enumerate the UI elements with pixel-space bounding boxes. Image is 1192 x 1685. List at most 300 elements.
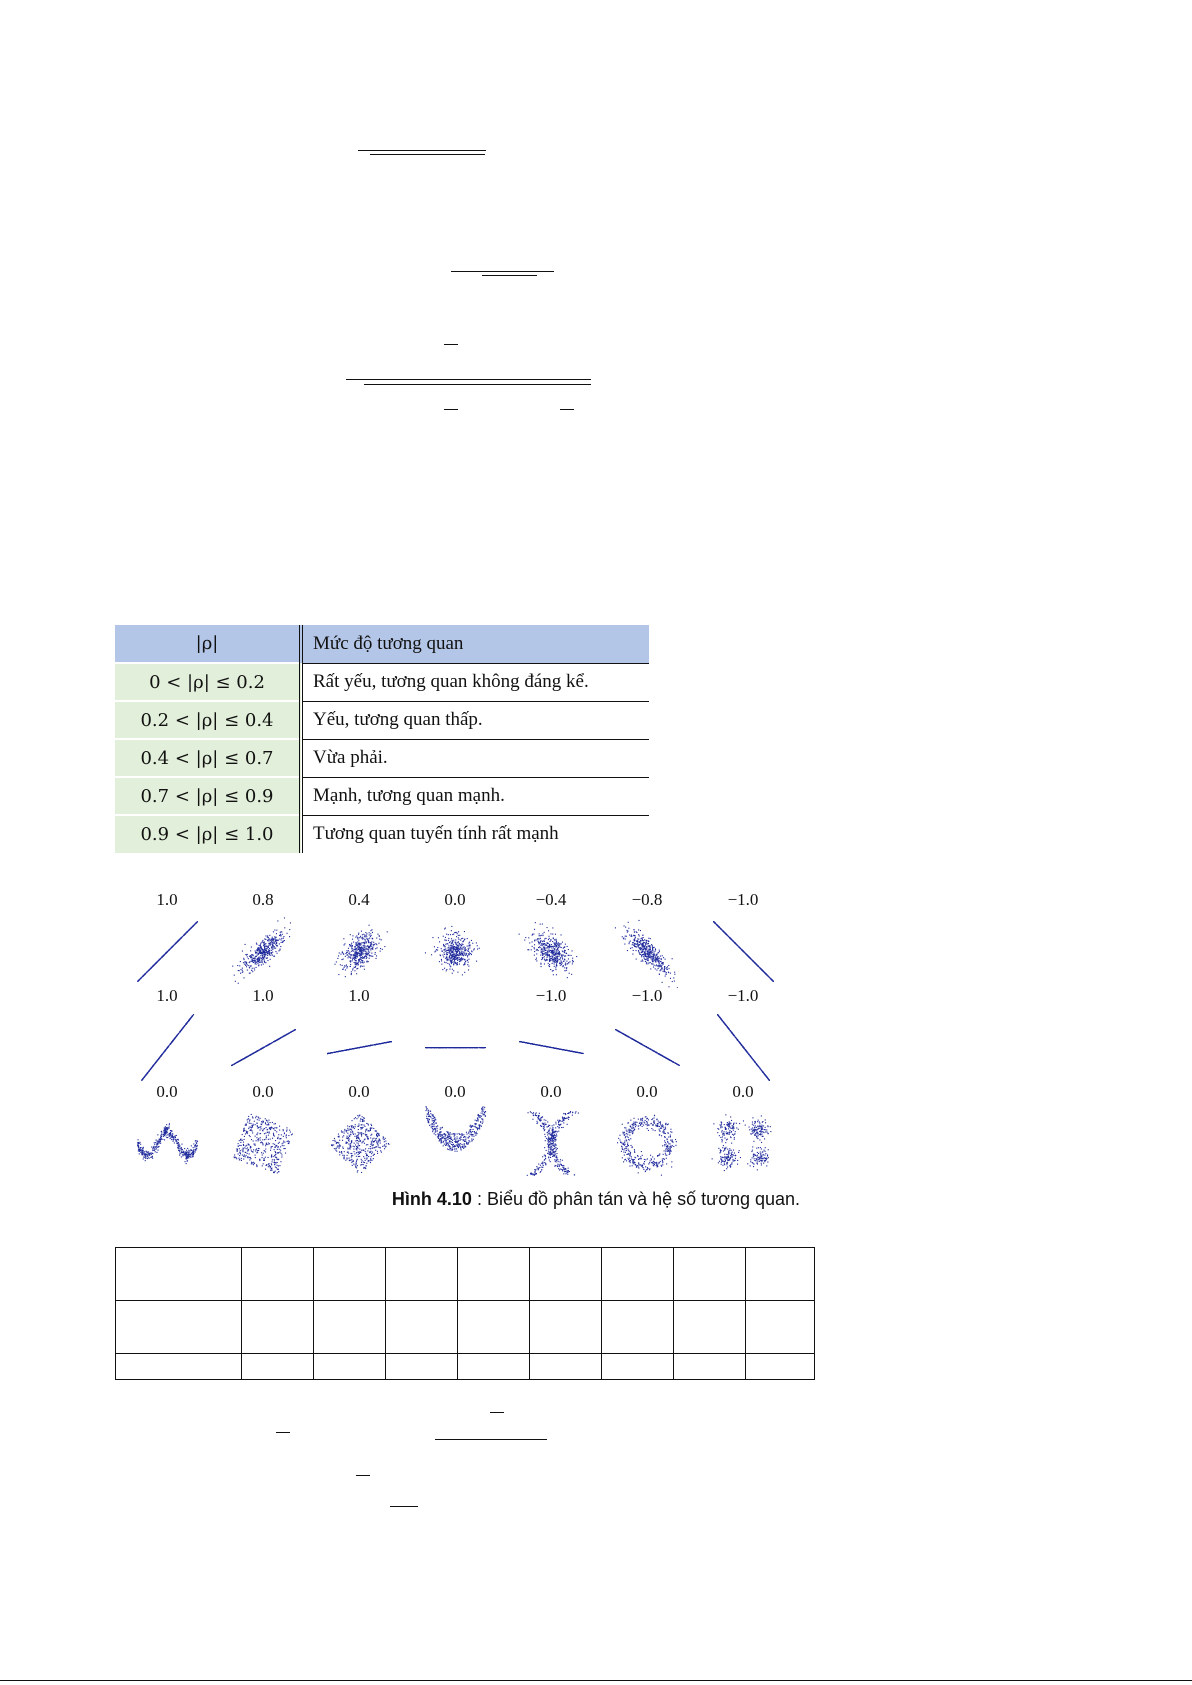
scatter-point [260, 962, 261, 963]
scatter-point [560, 965, 561, 966]
scatter-point [445, 946, 446, 947]
scatter-point [468, 945, 469, 946]
scatter-point [373, 944, 374, 945]
scatter-point [468, 948, 469, 949]
scatter-point [348, 953, 349, 954]
scatter-point [336, 961, 337, 962]
scatter-point [730, 938, 731, 939]
scatter-point [552, 950, 553, 951]
scatter-point [641, 948, 642, 949]
scatter-point [368, 948, 369, 949]
scatter-point [636, 959, 637, 960]
scatter-point [281, 939, 282, 940]
scatter-point [649, 946, 650, 947]
scatter-point [266, 946, 267, 947]
scatter-point [529, 942, 530, 943]
scatter-point [344, 943, 345, 944]
scatter-point [649, 962, 650, 963]
scatter-point [733, 941, 734, 942]
scatter-point [467, 946, 468, 947]
scatter-point [538, 947, 539, 948]
scatter-point [368, 941, 369, 942]
scatter-point [247, 956, 248, 957]
scatter-point [652, 945, 653, 946]
scatter-point [540, 945, 541, 946]
scatter-point [540, 941, 541, 942]
scatter-point [281, 931, 282, 932]
scatter-point [350, 964, 351, 965]
scatter-point [548, 936, 549, 937]
scatter-point [273, 931, 274, 932]
scatter-point [451, 930, 452, 931]
scatter-point [351, 954, 352, 955]
scatter-point [288, 1033, 289, 1034]
scatter-point [565, 953, 566, 954]
scatter-point [650, 968, 651, 969]
scatter-point [553, 938, 554, 939]
scatter-point [463, 955, 464, 956]
scatter-point [639, 920, 640, 921]
scatter-point [245, 1057, 246, 1058]
scatter-point [278, 950, 279, 951]
scatter-point [175, 943, 176, 944]
scatter-point [256, 967, 257, 968]
scatter-point [359, 950, 360, 951]
scatter-point [633, 945, 634, 946]
scatter-point [540, 938, 541, 939]
scatter-point [282, 942, 283, 943]
scatter-point [624, 925, 625, 926]
scatter-point [660, 970, 661, 971]
scatter-point [639, 954, 640, 955]
scatter-point [643, 956, 644, 957]
scatter-point [453, 963, 454, 964]
scatter-point [528, 937, 529, 938]
scatter-point [728, 936, 729, 937]
scatter-point [456, 932, 457, 933]
scatter-point [532, 941, 533, 942]
scatter-point [261, 960, 262, 961]
scatter-point [666, 967, 667, 968]
scatter-point [653, 954, 654, 955]
scatter-point [666, 972, 667, 973]
scatter-point [178, 1033, 179, 1034]
scatter-point [641, 943, 642, 944]
scatter-point [537, 939, 538, 940]
scatter-plot [514, 914, 588, 988]
scatter-point [376, 955, 377, 956]
scatter-point [264, 938, 265, 939]
scatter-point [647, 956, 648, 957]
scatter-point [441, 960, 442, 961]
scatter-point [457, 952, 458, 953]
scatter-point [638, 951, 639, 952]
scatter-point [265, 954, 266, 955]
scatter-point [179, 1032, 180, 1033]
scatter-point [647, 943, 648, 944]
scatter-point [355, 964, 356, 965]
scatter-point [453, 961, 454, 962]
scatter-point [263, 964, 264, 965]
scatter-point [771, 979, 772, 980]
scatter-point [260, 952, 261, 953]
scatter-point [369, 1045, 370, 1046]
scatter-point [376, 938, 377, 939]
scatter-point [438, 1047, 439, 1048]
scatter-point [531, 949, 532, 950]
scatter-point [453, 958, 454, 959]
scatter-point [189, 1019, 190, 1020]
scatter-point [175, 1037, 176, 1038]
scatter-point [283, 938, 284, 939]
scatter-point [274, 936, 275, 937]
formula-bar [370, 154, 485, 155]
scatter-point [269, 954, 270, 955]
scatter-point [354, 962, 355, 963]
scatter-point [270, 944, 271, 945]
scatter-point [545, 954, 546, 955]
scatter-point [255, 963, 256, 964]
scatter-point [366, 946, 367, 947]
scatter-point [639, 935, 640, 936]
scatter-point [279, 939, 280, 940]
scatter-point [447, 960, 448, 961]
scatter-point [556, 949, 557, 950]
scatter-point [636, 941, 637, 942]
scatter-point [742, 950, 743, 951]
scatter-point [464, 959, 465, 960]
scatter-point [191, 927, 192, 928]
scatter-point [355, 967, 356, 968]
scatter-point [167, 1047, 168, 1048]
scatter-point [474, 948, 475, 949]
scatter-point [356, 962, 357, 963]
scatter-point [565, 944, 566, 945]
scatter-point [633, 929, 634, 930]
scatter-point [244, 1058, 245, 1059]
scatter-point [334, 1052, 335, 1053]
scatter-point [362, 966, 363, 967]
scatter-point [441, 964, 442, 965]
scatter-point [727, 935, 728, 936]
scatter-point [444, 954, 445, 955]
scatter-point [370, 946, 371, 947]
scatter-point [749, 957, 750, 958]
scatter-point [541, 948, 542, 949]
scatter-point [554, 944, 555, 945]
correlation-value-label: −0.8 [631, 890, 663, 909]
scatter-point [445, 1047, 446, 1048]
scatter-point [451, 945, 452, 946]
scatter-point [751, 959, 752, 960]
scatter-point [243, 1058, 244, 1059]
scatter-point [172, 946, 173, 947]
scatter-point [460, 947, 461, 948]
scatter-point [340, 964, 341, 965]
scatter-point [659, 963, 660, 964]
scatter-point [261, 949, 262, 950]
scatter-point [644, 946, 645, 947]
scatter-point [627, 950, 628, 951]
scatter-point [377, 947, 378, 948]
scatter-point [369, 938, 370, 939]
scatter-point [629, 942, 630, 943]
scatter-point [141, 977, 142, 978]
scatter-point [370, 949, 371, 950]
scatter-point [460, 949, 461, 950]
scatter-point [272, 955, 273, 956]
scatter-point [630, 941, 631, 942]
scatter-point [458, 937, 459, 938]
scatter-point [569, 973, 570, 974]
scatter-point [534, 944, 535, 945]
scatter-point [464, 954, 465, 955]
scatter-point [449, 964, 450, 965]
scatter-point [277, 953, 278, 954]
scatter-point [461, 943, 462, 944]
row-range: 0.4 < |ρ| ≤ 0.7 [115, 739, 301, 777]
scatter-point [196, 922, 197, 923]
scatter-point [280, 946, 281, 947]
scatter-point [249, 956, 250, 957]
scatter-point [650, 957, 651, 958]
scatter-plot [610, 914, 684, 988]
scatter-point [453, 956, 454, 957]
scatter-point [669, 968, 670, 969]
scatter-point [646, 940, 647, 941]
scatter-point [153, 965, 154, 966]
scatter-point [625, 927, 626, 928]
scatter-point [556, 951, 557, 952]
scatter-point [458, 931, 459, 932]
scatter-point [556, 959, 557, 960]
scatter-point [556, 943, 557, 944]
scatter-point [329, 1053, 330, 1054]
scatter-point [260, 947, 261, 948]
scatter-point [358, 940, 359, 941]
scatter-point [363, 958, 364, 959]
scatter-point [635, 946, 636, 947]
scatter-point [276, 930, 277, 931]
scatter-point [553, 974, 554, 975]
scatter-point [664, 970, 665, 971]
scatter-point [437, 947, 438, 948]
scatter-point [265, 962, 266, 963]
scatter-point [280, 935, 281, 936]
scatter-point [541, 966, 542, 967]
scatter-point [448, 940, 449, 941]
scatter-point [532, 946, 533, 947]
scatter-point [572, 950, 573, 951]
scatter-point [255, 962, 256, 963]
scatter-point [260, 944, 261, 945]
scatter-point [468, 966, 469, 967]
scatter-point [655, 949, 656, 950]
scatter-point [724, 932, 725, 933]
scatter-point [649, 955, 650, 956]
scatter-point [272, 945, 273, 946]
scatter-point [552, 934, 553, 935]
scatter-point [155, 1062, 156, 1063]
scatter-point [361, 960, 362, 961]
scatter-point [348, 1049, 349, 1050]
scatter-point [654, 955, 655, 956]
scatter-point [658, 968, 659, 969]
scatter-point [388, 1042, 389, 1043]
scatter-point [384, 946, 385, 947]
scatter-point [449, 952, 450, 953]
scatter-point [338, 974, 339, 975]
scatter-point [453, 948, 454, 949]
scatter-point [367, 946, 368, 947]
scatter-point [461, 948, 462, 949]
scatter-point [354, 970, 355, 971]
scatter-point [658, 958, 659, 959]
scatter-point [425, 952, 426, 953]
scatter-point [256, 1051, 257, 1052]
scatter-point [458, 957, 459, 958]
scatter-point [639, 941, 640, 942]
scatter-point [368, 940, 369, 941]
scatter-point [552, 963, 553, 964]
scatter-point [637, 946, 638, 947]
scatter-point [267, 948, 268, 949]
scatter-point [552, 941, 553, 942]
scatter-point [462, 959, 463, 960]
scatter-point [260, 1049, 261, 1050]
scatter-point [356, 956, 357, 957]
scatter-point [360, 954, 361, 955]
scatter-point [642, 960, 643, 961]
scatter-point [242, 970, 243, 971]
scatter-point [561, 964, 562, 965]
scatter-point [258, 957, 259, 958]
scatter-point [251, 965, 252, 966]
scatter-point [349, 952, 350, 953]
scatter-point [443, 949, 444, 950]
scatter-point [362, 956, 363, 957]
scatter-point [339, 952, 340, 953]
scatter-point [457, 962, 458, 963]
scatter-plot [322, 914, 396, 988]
scatter-point [557, 954, 558, 955]
scatter-point [361, 938, 362, 939]
scatter-point [651, 944, 652, 945]
scatter-point [548, 965, 549, 966]
scatter-point [380, 951, 381, 952]
scatter-point [745, 953, 746, 954]
scatter-point [268, 940, 269, 941]
scatter-point [666, 974, 667, 975]
scatter-point [434, 951, 435, 952]
scatter-point [253, 960, 254, 961]
scatter-point [638, 950, 639, 951]
scatter-point [646, 962, 647, 963]
scatter-point [289, 936, 290, 937]
scatter-point [358, 964, 359, 965]
table-header [115, 625, 649, 663]
scatter-point [355, 937, 356, 938]
scatter-point [264, 962, 265, 963]
scatter-point [455, 955, 456, 956]
scatter-point [261, 961, 262, 962]
scatter-point [451, 938, 452, 939]
scatter-point [365, 955, 366, 956]
scatter-point [467, 950, 468, 951]
scatter-point [253, 958, 254, 959]
scatter-point [467, 1047, 468, 1048]
scatter-point [290, 922, 291, 923]
scatter-point [638, 939, 639, 940]
scatter-point [361, 942, 362, 943]
scatter-point [376, 1044, 377, 1045]
scatter-point [365, 1046, 366, 1047]
scatter-point [446, 950, 447, 951]
scatter-figure [120, 890, 780, 1180]
scatter-point [240, 961, 241, 962]
scatter-point [653, 960, 654, 961]
scatter-point [190, 928, 191, 929]
scatter-point [534, 948, 535, 949]
scatter-point [274, 943, 275, 944]
scatter-point [366, 936, 367, 937]
formula-bar [451, 271, 554, 272]
scatter-point [375, 952, 376, 953]
scatter-panel [120, 986, 214, 1080]
scatter-point [661, 966, 662, 967]
scatter-point [548, 955, 549, 956]
scatter-point [357, 968, 358, 969]
scatter-point [351, 943, 352, 944]
scatter-point [469, 942, 470, 943]
scatter-point [547, 950, 548, 951]
scatter-point [353, 1048, 354, 1049]
scatter-point [350, 934, 351, 935]
scatter-point [446, 1047, 447, 1048]
scatter-point [638, 934, 639, 935]
scatter-point [366, 954, 367, 955]
scatter-point [361, 962, 362, 963]
scatter-plot [514, 1010, 588, 1084]
scatter-point [452, 940, 453, 941]
scatter-point [542, 949, 543, 950]
scatter-point [451, 951, 452, 952]
scatter-point [557, 960, 558, 961]
scatter-point [437, 1047, 438, 1048]
scatter-point [355, 1048, 356, 1049]
scatter-point [268, 937, 269, 938]
scatter-point [253, 955, 254, 956]
scatter-point [169, 1045, 170, 1046]
scatter-point [457, 949, 458, 950]
scatter-point [461, 938, 462, 939]
scatter-point [534, 955, 535, 956]
scatter-point [568, 962, 569, 963]
scatter-point [457, 1047, 458, 1048]
correlation-value-label: 1.0 [348, 986, 370, 1005]
scatter-point [651, 952, 652, 953]
scatter-point [266, 958, 267, 959]
scatter-point [258, 953, 259, 954]
scatter-point [534, 951, 535, 952]
scatter-point [546, 945, 547, 946]
scatter-point [459, 1047, 460, 1048]
scatter-point [650, 938, 651, 939]
scatter-point [572, 960, 573, 961]
scatter-point [364, 949, 365, 950]
scatter-point [653, 956, 654, 957]
scatter-point [359, 943, 360, 944]
